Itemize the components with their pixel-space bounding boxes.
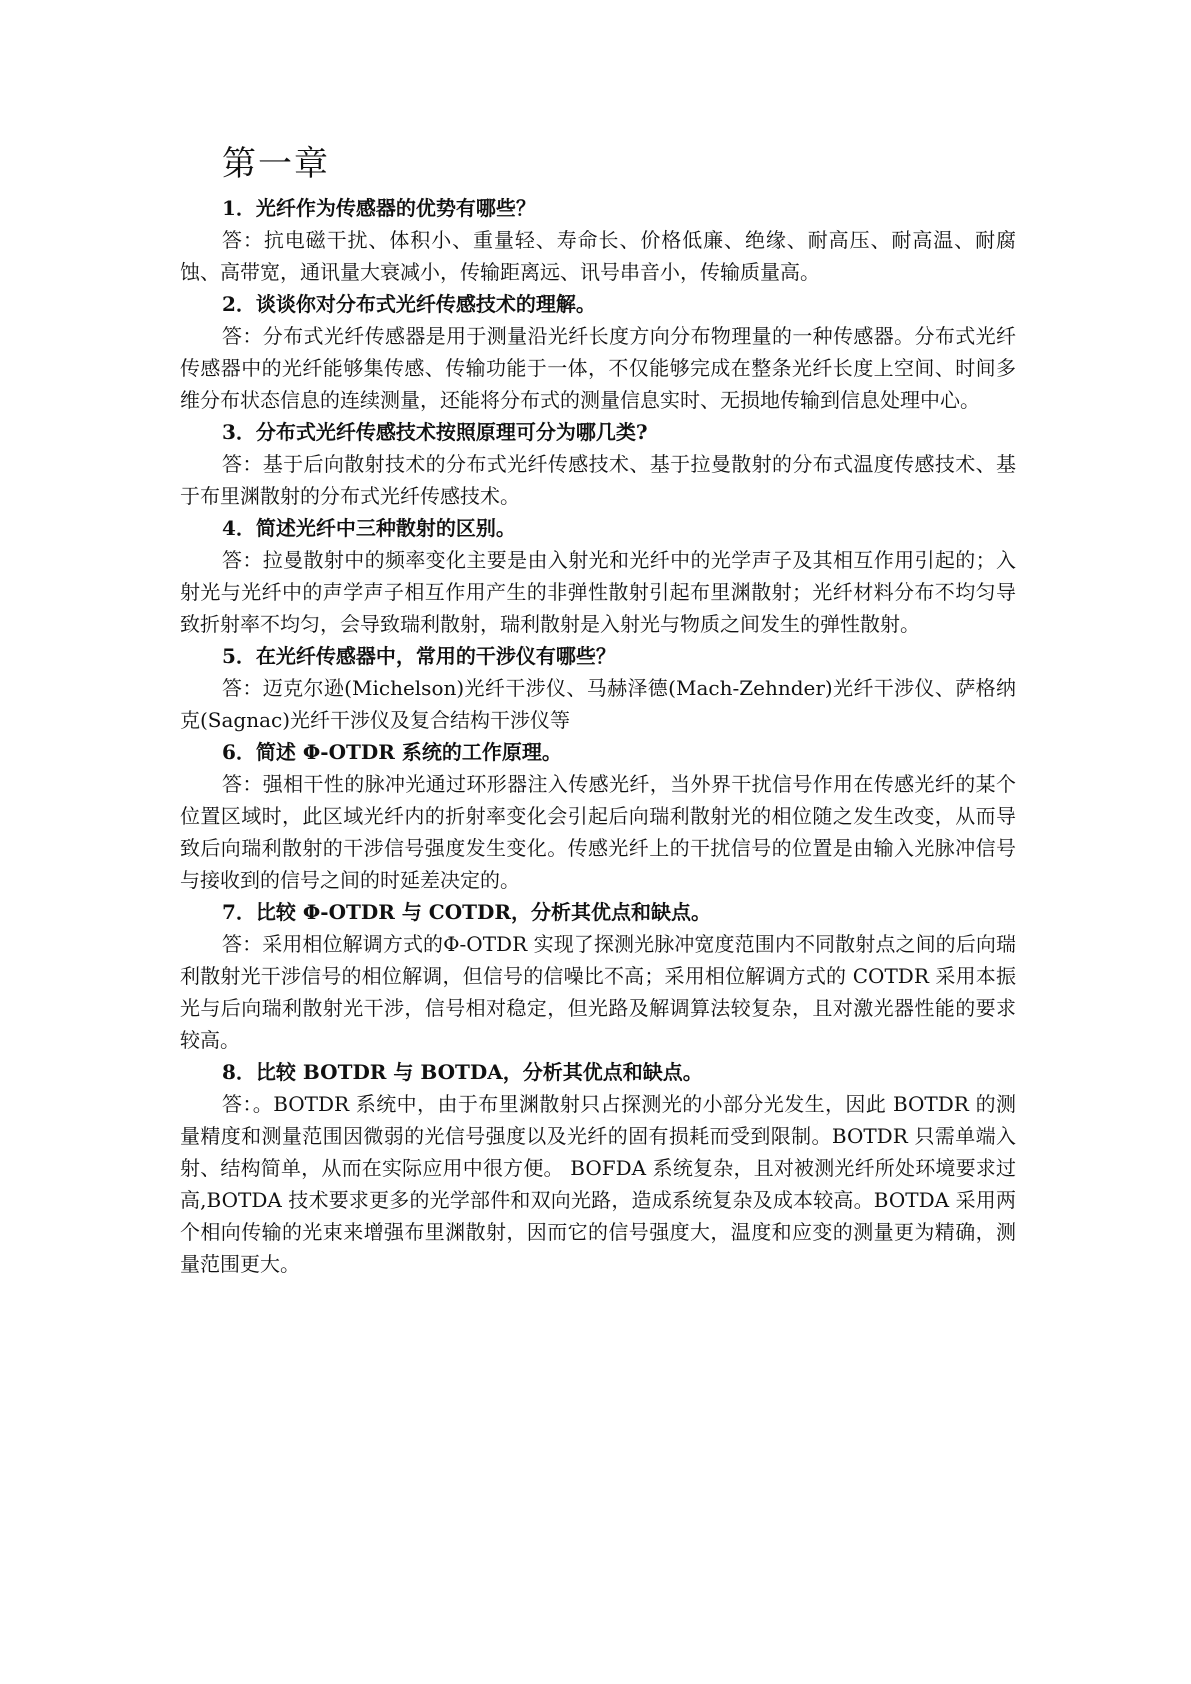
qa-item-5 <box>180 640 1016 736</box>
qa-item-2 <box>180 288 1016 416</box>
question-2: 2．谈谈你对分布式光纤传感技术的理解。 <box>222 292 596 316</box>
answer-6: 答：强相干性的脉冲光通过环形器注入传感光纤，当外界干扰信号作用在传感光纤的某个位置区域时，此区域光纤内的折射率变化会引起后向瑞利散射光的相位随之发生改变，从而导致后向瑞利散射的干涉信号强度发生变化。传感光纤上的干扰信号的位置是由输入光脉冲信号与接收到的信号之间的时延差决定的。 <box>180 772 1016 892</box>
qa-item-6 <box>180 736 1016 896</box>
question-6: 6．简述 Φ-OTDR 系统的工作原理。 <box>222 740 562 764</box>
question-4: 4．简述光纤中三种散射的区别。 <box>222 516 516 540</box>
question-7: 7．比较 Φ-OTDR 与 COTDR，分析其优点和缺点。 <box>222 900 711 924</box>
answer-7: 答：采用相位解调方式的Φ-OTDR 实现了探测光脉冲宽度范围内不同散射点之间的后向瑞利散射光干涉信号的相位解调，但信号的信噪比不高；采用相位解调方式的 COTDR 采用本振光与后向瑞利散射光干涉，信号相对稳定，但光路及解调算法较复杂，且对激光器性能的要求较高。 <box>180 932 1016 1052</box>
document-page <box>180 140 1016 1280</box>
qa-item-1 <box>180 192 1016 288</box>
question-5: 5．在光纤传感器中，常用的干涉仪有哪些？ <box>222 644 616 668</box>
answer-5: 答：迈克尔逊(Michelson)光纤干涉仪、马赫泽德(Mach-Zehnder)光纤干涉仪、萨格纳克(Sagnac)光纤干涉仪及复合结构干涉仪等 <box>180 676 1016 732</box>
answer-8: 答：。BOTDR 系统中，由于布里渊散射只占探测光的小部分光发生，因此 BOTDR 的测量精度和测量范围因微弱的光信号强度以及光纤的固有损耗而受到限制。BOTDR 只需单端入射、结构简单，从而在实际应用中很方便。 BOFDA 系统复杂，且对被测光纤所处环境要求过高,BOTDA 技术要求更多的光学部件和双向光路，造成系统复杂及成本较高。BOTDA 采用两个相向传输的光束来增强布里渊散射，因而它的信号强度大，温度和应变的测量更为精确，测量范围更大。 <box>180 1092 1016 1276</box>
qa-item-8 <box>180 1056 1016 1280</box>
answer-1: 答：抗电磁干扰、体积小、重量轻、寿命长、价格低廉、绝缘、耐高压、耐高温、耐腐蚀、高带宽，通讯量大衰减小，传输距离远、讯号串音小，传输质量高。 <box>180 228 1016 284</box>
question-1: 1．光纤作为传感器的优势有哪些？ <box>222 196 536 220</box>
qa-item-3 <box>180 416 1016 512</box>
question-3: 3．分布式光纤传感技术按照原理可分为哪几类? <box>222 420 648 444</box>
qa-item-7 <box>180 896 1016 1056</box>
chapter-title: 第一章 <box>222 144 330 184</box>
answer-4: 答：拉曼散射中的频率变化主要是由入射光和光纤中的光学声子及其相互作用引起的；入射光与光纤中的声学声子相互作用产生的非弹性散射引起布里渊散射；光纤材料分布不均匀导致折射率不均匀，会导致瑞利散射，瑞利散射是入射光与物质之间发生的弹性散射。 <box>180 548 1016 636</box>
answer-2: 答：分布式光纤传感器是用于测量沿光纤长度方向分布物理量的一种传感器。分布式光纤传感器中的光纤能够集传感、传输功能于一体，不仅能够完成在整条光纤长度上空间、时间多维分布状态信息的连续测量，还能将分布式的测量信息实时、无损地传输到信息处理中心。 <box>180 324 1016 412</box>
qa-item-4 <box>180 512 1016 640</box>
question-8: 8．比较 BOTDR 与 BOTDA，分析其优点和缺点。 <box>222 1060 703 1084</box>
answer-3: 答：基于后向散射技术的分布式光纤传感技术、基于拉曼散射的分布式温度传感技术、基于布里渊散射的分布式光纤传感技术。 <box>180 452 1016 508</box>
